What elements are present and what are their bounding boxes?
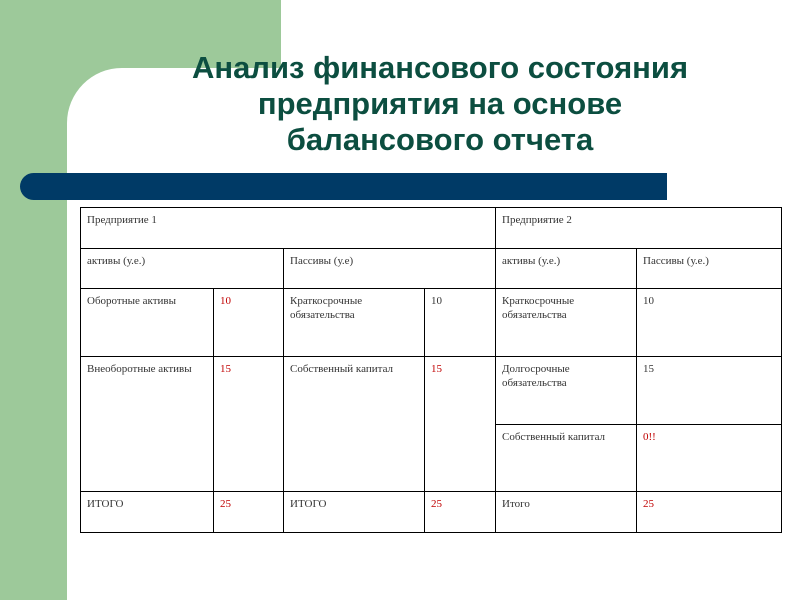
table-row bbox=[81, 289, 782, 357]
e2-total-value: 25 bbox=[637, 492, 782, 533]
title-line-2: предприятия на основе bbox=[257, 86, 623, 121]
e1-liability-value: 15 bbox=[425, 357, 496, 492]
e1-liabilities-header: Пассивы (у.е) bbox=[284, 249, 496, 289]
table-row-enterprises bbox=[81, 208, 782, 249]
e2-value: 10 bbox=[637, 289, 782, 357]
table-row-totals bbox=[81, 492, 782, 533]
balance-table bbox=[80, 207, 782, 533]
e1-asset-value: 15 bbox=[214, 357, 284, 492]
e2-total-label: Итого bbox=[496, 492, 637, 533]
e1-asset-label: Внеоборотные активы bbox=[81, 357, 214, 492]
title-divider-bar bbox=[20, 173, 667, 200]
e1-liability-total-value: 25 bbox=[425, 492, 496, 533]
e2-label: Долгосрочные обязательства bbox=[496, 357, 637, 425]
enterprise-2-header: Предприятие 2 bbox=[496, 208, 782, 249]
e1-liability-label: Собственный капитал bbox=[284, 357, 425, 492]
e1-assets-header: активы (у.е.) bbox=[81, 249, 284, 289]
e1-asset-total-value: 25 bbox=[214, 492, 284, 533]
e2-equity-value: 0!! bbox=[637, 425, 782, 492]
e2-liabilities-header: Пассивы (у.е.) bbox=[637, 249, 782, 289]
e1-asset-value: 10 bbox=[214, 289, 284, 357]
e1-asset-total-label: ИТОГО bbox=[81, 492, 214, 533]
title-line-3: балансового отчета bbox=[286, 122, 594, 157]
e2-value: 15 bbox=[637, 357, 782, 425]
e1-liability-value: 10 bbox=[425, 289, 496, 357]
e1-asset-label: Оборотные активы bbox=[81, 289, 214, 357]
e1-liability-label: Краткосрочные обязательства bbox=[284, 289, 425, 357]
e2-label: Краткосрочные обязательства bbox=[496, 289, 637, 357]
title-line-1: Анализ финансового состояния bbox=[191, 50, 689, 85]
table-row bbox=[81, 357, 782, 425]
slide-title bbox=[130, 50, 750, 158]
e2-assets-header: активы (у.е.) bbox=[496, 249, 637, 289]
table-row-column-headers bbox=[81, 249, 782, 289]
e2-equity-label: Собственный капитал bbox=[496, 425, 637, 492]
background-green-left bbox=[0, 0, 67, 600]
e1-liability-total-label: ИТОГО bbox=[284, 492, 425, 533]
enterprise-1-header: Предприятие 1 bbox=[81, 208, 496, 249]
